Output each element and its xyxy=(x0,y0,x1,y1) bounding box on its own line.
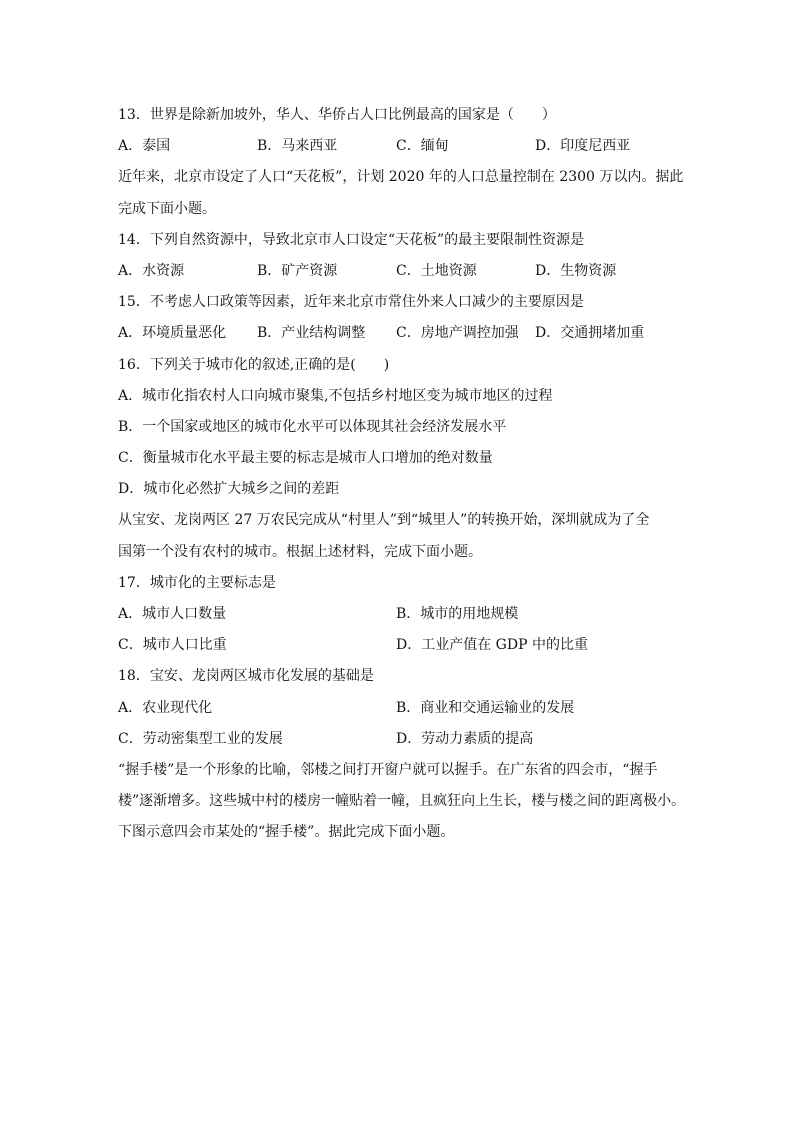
option-c: C．劳动密集型工业的发展 xyxy=(118,730,283,747)
option-b: B．马来西亚 xyxy=(257,138,338,155)
question-14-stem: 14．下列自然资源中，导致北京市人口设定“天花板”的最主要限制性资源是 xyxy=(118,231,585,248)
passage-2-line-2: 国第一个没有农村的城市。根据上述材料，完成下面小题。 xyxy=(118,543,482,560)
question-18-stem: 18．宝安、龙岗两区城市化发展的基础是 xyxy=(118,668,374,685)
option-b: B．一个国家或地区的城市化水平可以体现其社会经济发展水平 xyxy=(118,418,507,435)
passage-3-line-2: 楼”逐渐增多。这些城中村的楼房一幢贴着一幢，且疯狂向上生长，楼与楼之间的距离极小。 xyxy=(118,793,686,810)
option-b: B．城市的用地规模 xyxy=(396,606,519,622)
option-b: B．矿产资源 xyxy=(257,262,338,279)
option-d: D．生物资源 xyxy=(535,262,617,279)
question-14-options xyxy=(118,256,678,287)
option-c: C．衡量城市化水平最主要的标志是城市人口增加的绝对数量 xyxy=(118,450,493,467)
question-17-stem: 17．城市化的主要标志是 xyxy=(118,574,276,591)
option-a: A．水资源 xyxy=(118,262,185,279)
question-13-options xyxy=(118,131,678,162)
question-18-options-row-1 xyxy=(118,693,678,724)
passage-3-line-1: “握手楼”是一个形象的比喻，邻楼之间打开窗户就可以握手。在广东省的四会市，“握手 xyxy=(118,761,658,778)
question-16-stem: 16．下列关于城市化的叙述,正确的是( ) xyxy=(118,356,390,373)
option-b: B．商业和交通运输业的发展 xyxy=(396,699,575,716)
option-c: C．房地产调控加强 xyxy=(396,325,519,342)
question-18-options-row-2 xyxy=(118,724,678,755)
option-a: A．城市化指农村人口向城市聚集,不包括乡村地区变为城市地区的过程 xyxy=(118,387,553,404)
option-c: C．土地资源 xyxy=(396,262,477,279)
option-d: D．印度尼西亚 xyxy=(535,138,631,155)
option-a: A．城市人口数量 xyxy=(118,606,227,622)
question-15-options xyxy=(118,318,678,349)
question-13-stem: 13．世界是除新加坡外，华人、华侨占人口比例最高的国家是（ ） xyxy=(118,107,556,123)
option-d: D．交通拥堵加重 xyxy=(535,325,645,342)
option-a: A．泰国 xyxy=(118,138,171,155)
option-c: C．缅甸 xyxy=(396,138,449,155)
option-a: A．环境质量恶化 xyxy=(118,325,227,342)
passage-3-line-3: 下图示意四会市某处的“握手楼”。据此完成下面小题。 xyxy=(118,824,455,841)
option-d: D．工业产值在 GDP 中的比重 xyxy=(396,637,588,654)
document-page xyxy=(118,100,686,849)
passage-2-line-1: 从宝安、龙岗两区 27 万农民完成从“村里人”到“城里人”的转换开始，深圳就成为了全 xyxy=(118,512,650,529)
passage-1-line-1: 近年来，北京市设定了人口“天花板”，计划 2020 年的人口总量控制在 2300 万以内。据此 xyxy=(118,169,684,186)
question-17-options-row-2 xyxy=(118,630,678,661)
question-15-stem: 15．不考虑人口政策等因素，近年来北京市常住外来人口减少的主要原因是 xyxy=(118,294,584,311)
question-17-options-row-1 xyxy=(118,599,678,630)
option-c: C．城市人口比重 xyxy=(118,637,227,654)
passage-1-line-2: 完成下面小题。 xyxy=(118,200,216,217)
option-d: D．劳动力素质的提高 xyxy=(396,730,534,747)
option-a: A．农业现代化 xyxy=(118,699,213,716)
option-b: B．产业结构调整 xyxy=(257,325,366,342)
option-d: D．城市化必然扩大城乡之间的差距 xyxy=(118,481,340,498)
